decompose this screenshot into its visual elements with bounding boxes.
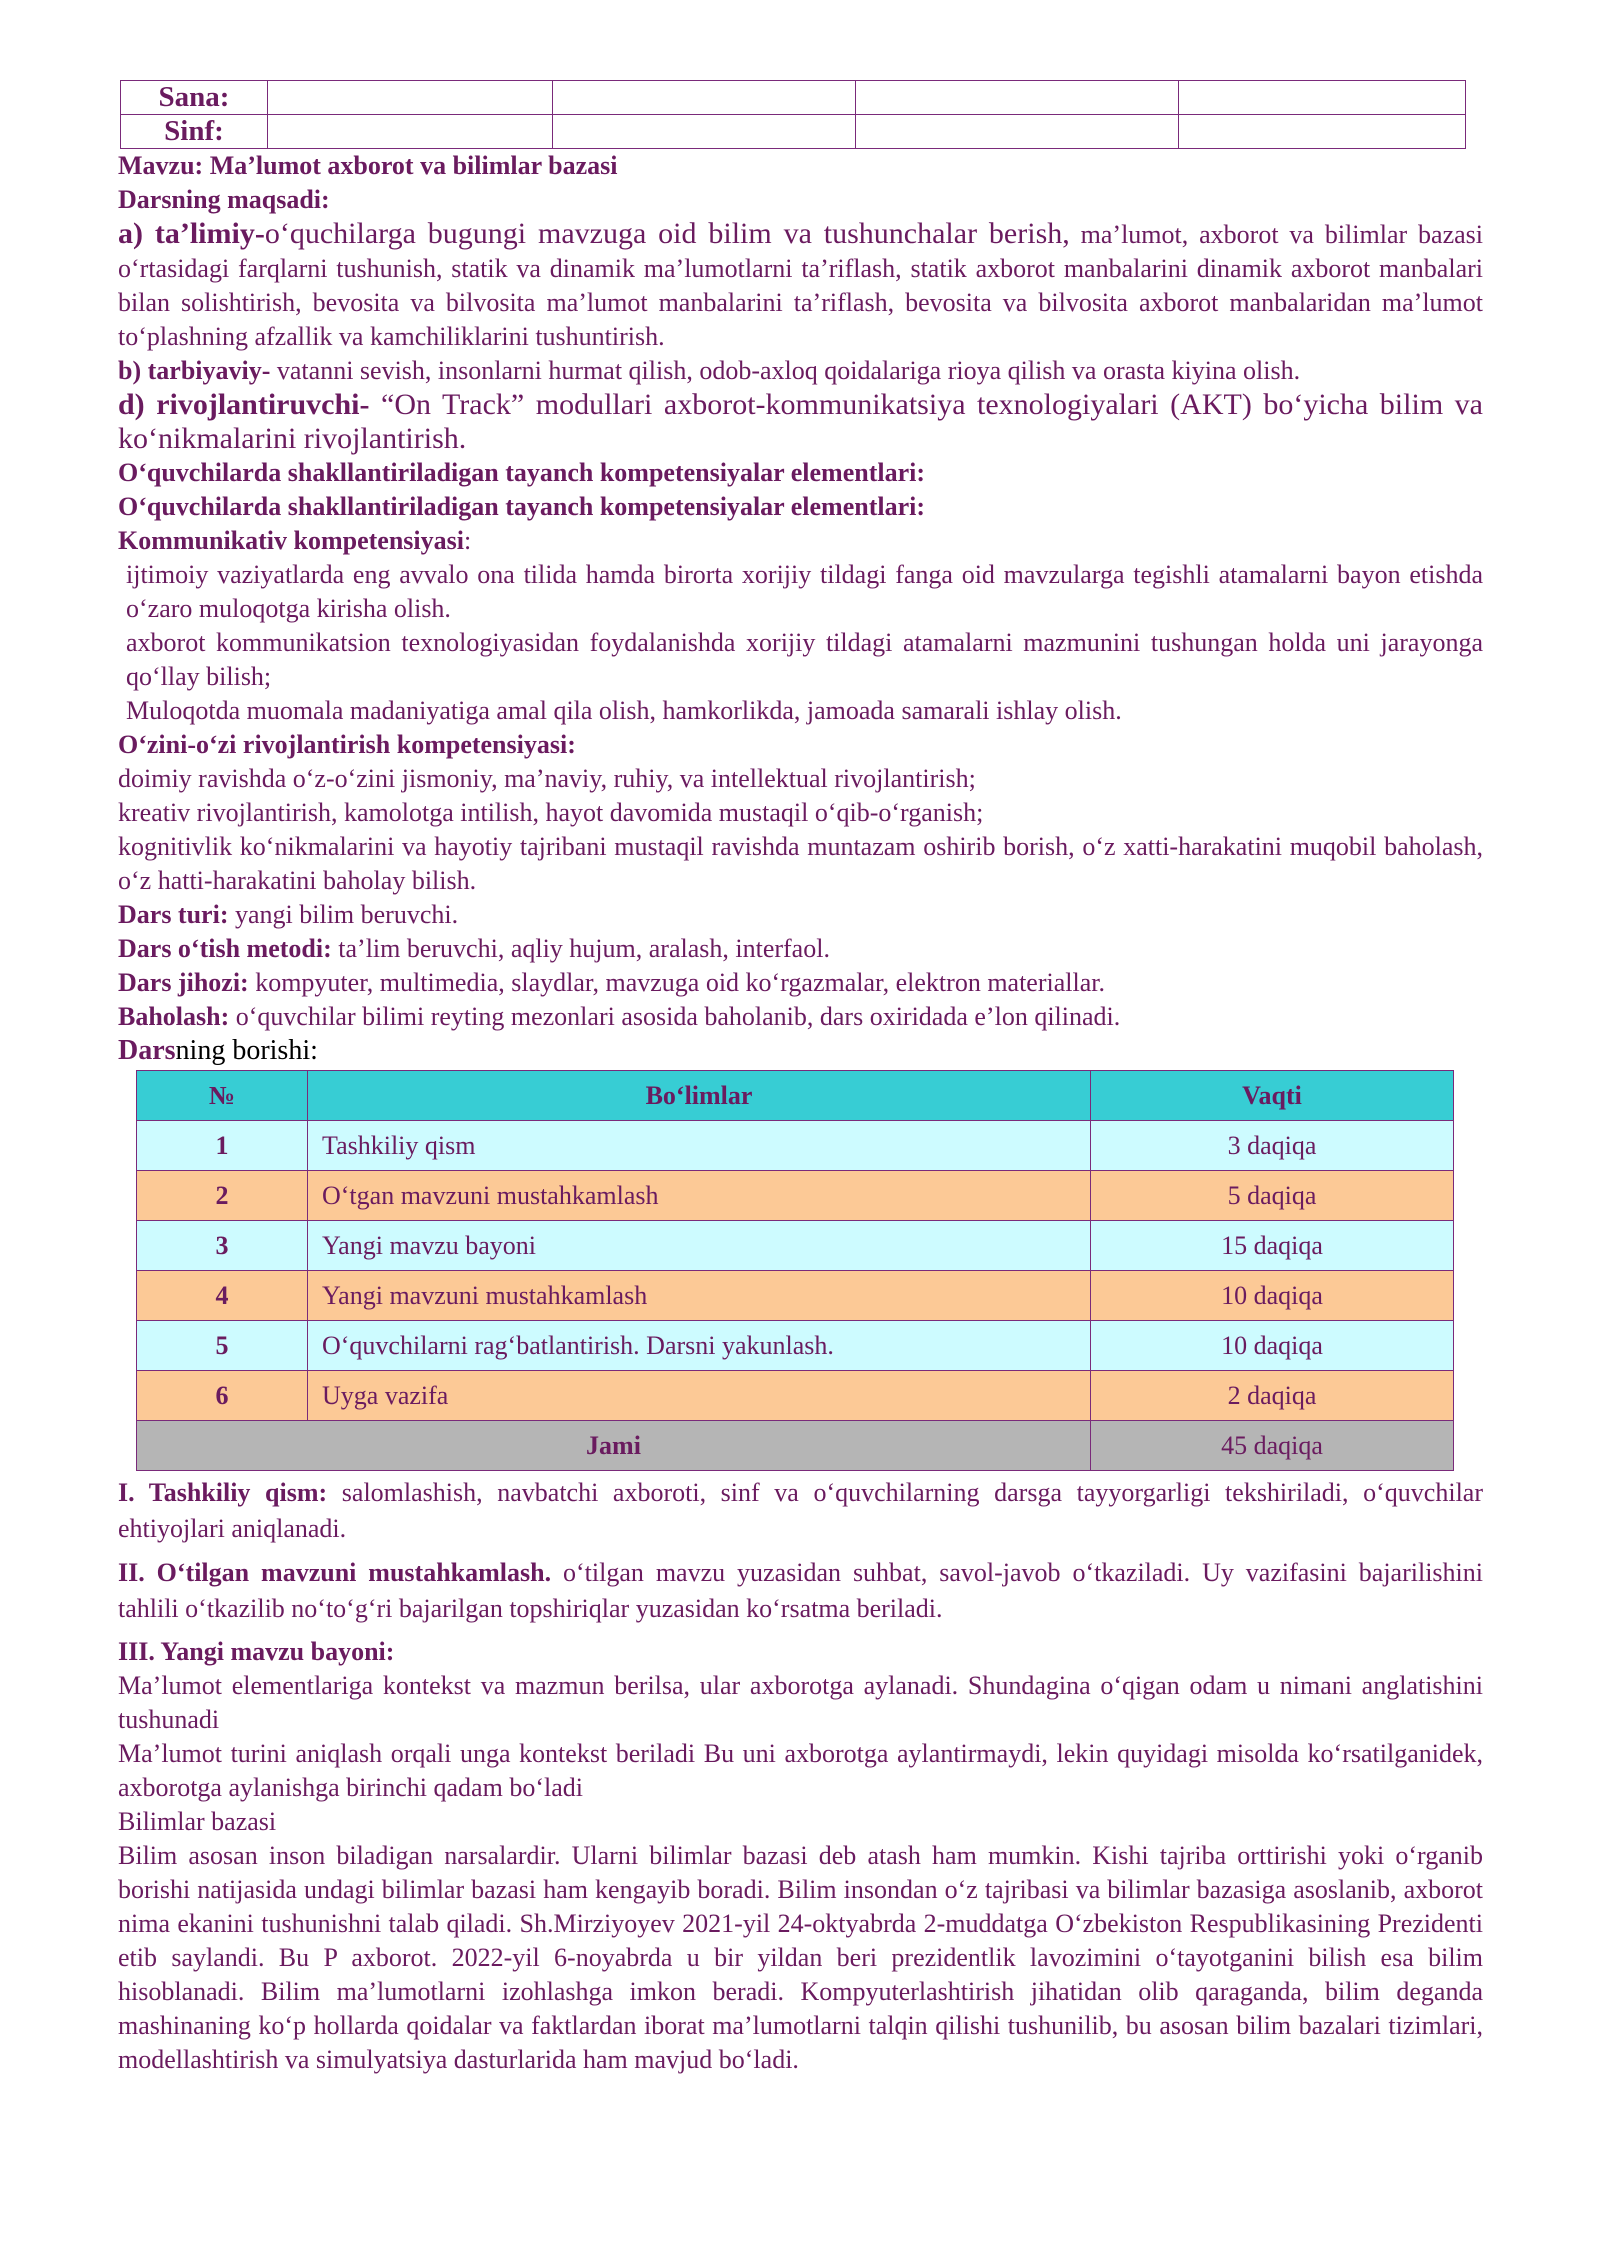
goal-a-label: a) ta’limiy- <box>118 217 265 250</box>
header-time: Vaqti <box>1091 1071 1454 1121</box>
competence-heading: O‘quvchilarda shakllantiriladigan tayanch kompetensiyalar elementlari: <box>118 458 926 487</box>
row-section: Uyga vazifa <box>308 1371 1091 1421</box>
row-time: 10 daqiqa <box>1091 1321 1454 1371</box>
lesson-type-label: Dars turi: <box>118 900 229 929</box>
total-label: Jami <box>137 1421 1091 1471</box>
header-cell[interactable] <box>553 115 856 149</box>
assessment <box>118 1000 1483 1034</box>
header-number: № <box>137 1071 308 1121</box>
communicative-item: axborot kommunikatsion texnologiyasidan foydalanishda xorijiy tildagi atamalarni mazmunini tushungan holda uni jarayonga qo‘llay bilish; <box>126 628 1483 691</box>
self-development-heading: O‘zini-o‘zi rivojlantirish kompetensiyasi: <box>118 730 576 759</box>
row-section: O‘quvchilarni rag‘batlantirish. Darsni yakunlash. <box>308 1321 1091 1371</box>
sinf-label: Sinf: <box>121 115 268 149</box>
table-header-row <box>137 1071 1454 1121</box>
lesson-equipment-text: kompyuter, multimedia, slaydlar, mavzuga oid ko‘rgazmalar, elektron materiallar. <box>248 968 1105 997</box>
document-page <box>118 80 1483 2077</box>
section-1-label: I. Tashkiliy qism: <box>118 1478 328 1507</box>
assessment-text: o‘quvchilar bilimi reyting mezonlari asosida baholanib, dars oxiridada e’lon qilinadi. <box>229 1002 1121 1031</box>
goal-b-text: vatanni sevish, insonlarni hurmat qilish, odob-axloq qoidalariga rioya qilish va orasta kiyina olish. <box>270 356 1301 385</box>
row-section: O‘tgan mavzuni mustahkamlash <box>308 1171 1091 1221</box>
lesson-equipment-label: Dars jihozi: <box>118 968 249 997</box>
communicative-item: Muloqotda muomala madaniyatiga amal qila olish, hamkorlikda, jamoada samarali ishlay olish. <box>126 696 1122 725</box>
goal-b-label: b) tarbiyaviy- <box>118 356 271 385</box>
section-1-text: salomlashish, navbatchi axboroti, sinf va o‘quvchilarning darsga tayyorgarligi tekshiriladi, o‘quvchilar ehtiyojlari aniqlanadi. <box>118 1478 1483 1543</box>
goal-a-text: ma’lumot, axborot va bilimlar bazasi o‘rtasidagi farqlarni tushunish, statik va dinamik ma’lumotlarni ta’riflash, statik axborot manbalarini dinamik axborot manbalari bilan solishtirish, bevosita va bilvosita ma’lumot manbalarini ta’riflash, bevosita va bilvosita axborot manbalaridan ma’lumot to‘plashning afzallik va kamchiliklarini tushuntirish. <box>118 220 1483 351</box>
sana-label: Sana: <box>121 81 268 115</box>
row-number: 4 <box>137 1271 308 1321</box>
table-row <box>137 1121 1454 1171</box>
header-cell[interactable] <box>1179 115 1466 149</box>
goal-b <box>118 354 1483 388</box>
row-section: Yangi mavzu bayoni <box>308 1221 1091 1271</box>
goal-a <box>118 217 1483 354</box>
header-table <box>120 80 1466 149</box>
row-number: 5 <box>137 1321 308 1371</box>
topic-label: Mavzu: <box>118 151 204 180</box>
goal-d <box>118 388 1483 456</box>
table-total-row <box>137 1421 1454 1471</box>
table-row <box>137 1321 1454 1371</box>
goal-heading: Darsning maqsadi: <box>118 185 330 214</box>
header-cell[interactable] <box>268 81 553 115</box>
goal-d-text: “On Track” modullari axborot-kommunikatsiya texnologiyalari (AKT) bo‘yicha bilim va ko‘nikmalarini rivojlantirish. <box>118 388 1483 455</box>
lesson-equipment <box>118 966 1483 1000</box>
row-section: Tashkiliy qism <box>308 1121 1091 1171</box>
total-time: 45 daqiqa <box>1091 1421 1454 1471</box>
header-cell[interactable] <box>268 115 553 149</box>
header-cell[interactable] <box>1179 81 1466 115</box>
row-number: 2 <box>137 1171 308 1221</box>
row-number: 3 <box>137 1221 308 1271</box>
header-cell[interactable] <box>856 81 1179 115</box>
row-time: 15 daqiqa <box>1091 1221 1454 1271</box>
row-time: 5 daqiqa <box>1091 1171 1454 1221</box>
section-3-paragraph: Bilim asosan inson biladigan narsalardir. Ularni bilimlar bazasi deb atash ham mumkin. Kishi tajriba orttirishi yoki o‘rganib borishi natijasida undagi bilimlar bazasi ham kengayib boradi. Bilim insondan o‘z tajribasi va bilimlar bazasiga asoslanib, axborot nima ekanini tushunishni talab qiladi. Sh.Mirziyoyev 2021-yil 24-oktyabrda 2-muddatga O‘zbekiston Respublikasining Prezidenti etib saylandi. Bu P axborot. 2022-yil 6-noyabrda u bir yildan beri prezidentlik lavozimini o‘tayotganini bilish esa bilim hisoblanadi. Bilim ma’lumotlarni izohlashga imkon beradi. Kompyuterlashtirish jihatidan olib qaraganda, bilim deganda mashinaning ko‘p hollarda qoidalar va faktlardan iborat ma’lumotlarni talqin qilishi tushunilib, bu asosan bilim bazalari tizimlari, modellashtirish va simulyatsiya dasturlarida ham mavjud bo‘ladi. <box>118 1841 1483 2074</box>
row-time: 2 daqiqa <box>1091 1371 1454 1421</box>
table-row <box>137 1271 1454 1321</box>
lesson-method-text: ta’lim beruvchi, aqliy hujum, aralash, interfaol. <box>331 934 830 963</box>
table-row <box>137 1371 1454 1421</box>
row-section: Yangi mavzuni mustahkamlash <box>308 1271 1091 1321</box>
communicative-heading <box>118 524 1483 558</box>
table-row <box>137 1221 1454 1271</box>
lesson-type <box>118 898 1483 932</box>
assessment-label: Baholash: <box>118 1002 230 1031</box>
section-organizational <box>118 1475 1483 1547</box>
competence-heading-repeat: O‘quvchilarda shakllantiriladigan tayanch kompetensiyalar elementlari: <box>118 492 926 521</box>
lesson-method-label: Dars o‘tish metodi: <box>118 934 332 963</box>
self-development-item: kreativ rivojlantirish, kamolotga intilish, hayot davomida mustaqil o‘qib-o‘rganish; <box>118 798 984 827</box>
row-time: 10 daqiqa <box>1091 1271 1454 1321</box>
table-row <box>137 1171 1454 1221</box>
row-number: 6 <box>137 1371 308 1421</box>
communicative-item: ijtimoiy vaziyatlarda eng avvalo ona tilida hamda birorta xorijiy tildagi fanga oid mavzularga tegishli atamalarni bayon etishda o‘zaro muloqotga kirisha olish. <box>126 560 1483 623</box>
topic-line <box>118 149 1483 183</box>
goal-a-text-large: o‘quchilarga bugungi mavzuga oid bilim va tushunchalar berish, <box>264 217 1070 250</box>
course-heading <box>118 1034 1483 1068</box>
lesson-type-text: yangi bilim beruvchi. <box>228 900 459 929</box>
row-number: 1 <box>137 1121 308 1171</box>
header-sections: Bo‘limlar <box>308 1071 1091 1121</box>
section-2-label: II. O‘tilgan mavzuni mustahkamlash. <box>118 1558 552 1587</box>
header-cell[interactable] <box>856 115 1179 149</box>
section-3-subheading: Bilimlar bazasi <box>118 1807 277 1836</box>
section-3-paragraph: Ma’lumot elementlariga kontekst va mazmun berilsa, ular axborotga aylanadi. Shundagina o‘qigan odam u nimani anglatishini tushunadi <box>118 1671 1483 1734</box>
self-development-item: kognitivlik ko‘nikmalarini va hayotiy tajribani mustaqil ravishda muntazam oshirib borish, o‘z xatti-harakatini muqobil baholash, o‘z hatti-harakatini baholay bilish. <box>118 832 1483 895</box>
row-time: 3 daqiqa <box>1091 1121 1454 1171</box>
lesson-method <box>118 932 1483 966</box>
header-cell[interactable] <box>553 81 856 115</box>
sana-row <box>121 81 1466 115</box>
topic-text: Ma’lumot axborot va bilimlar bazasi <box>209 151 618 180</box>
section-3-label: III. Yangi mavzu bayoni: <box>118 1637 395 1666</box>
section-3-paragraph: Ma’lumot turini aniqlash orqali unga kontekst beriladi Bu uni axborotga aylantirmaydi, lekin quyidagi misolda ko‘rsatilganidek, axborotga aylanishga birinchi qadam bo‘ladi <box>118 1739 1483 1802</box>
self-development-item: doimiy ravishda o‘z-o‘zini jismoniy, ma’naviy, ruhiy, va intellektual rivojlantirish; <box>118 764 976 793</box>
section-2-text: o‘tilgan mavzu yuzasidan suhbat, savol-javob o‘tkaziladi. Uy vazifasini bajarilishini tahlili o‘tkazilib no‘to‘g‘ri bajarilgan topshiriqlar yuzasidan ko‘rsatma beriladi. <box>118 1558 1483 1623</box>
course-heading-bold: Dars <box>118 1035 176 1066</box>
lesson-plan-table <box>136 1070 1454 1471</box>
course-heading-rest: ning borishi: <box>175 1035 318 1066</box>
communicative-title: Kommunikativ kompetensiyasi <box>118 526 464 555</box>
section-review <box>118 1555 1483 1627</box>
communicative-colon: : <box>464 526 472 555</box>
goal-d-label: d) rivojlantiruvchi- <box>118 388 370 421</box>
sinf-row <box>121 115 1466 149</box>
